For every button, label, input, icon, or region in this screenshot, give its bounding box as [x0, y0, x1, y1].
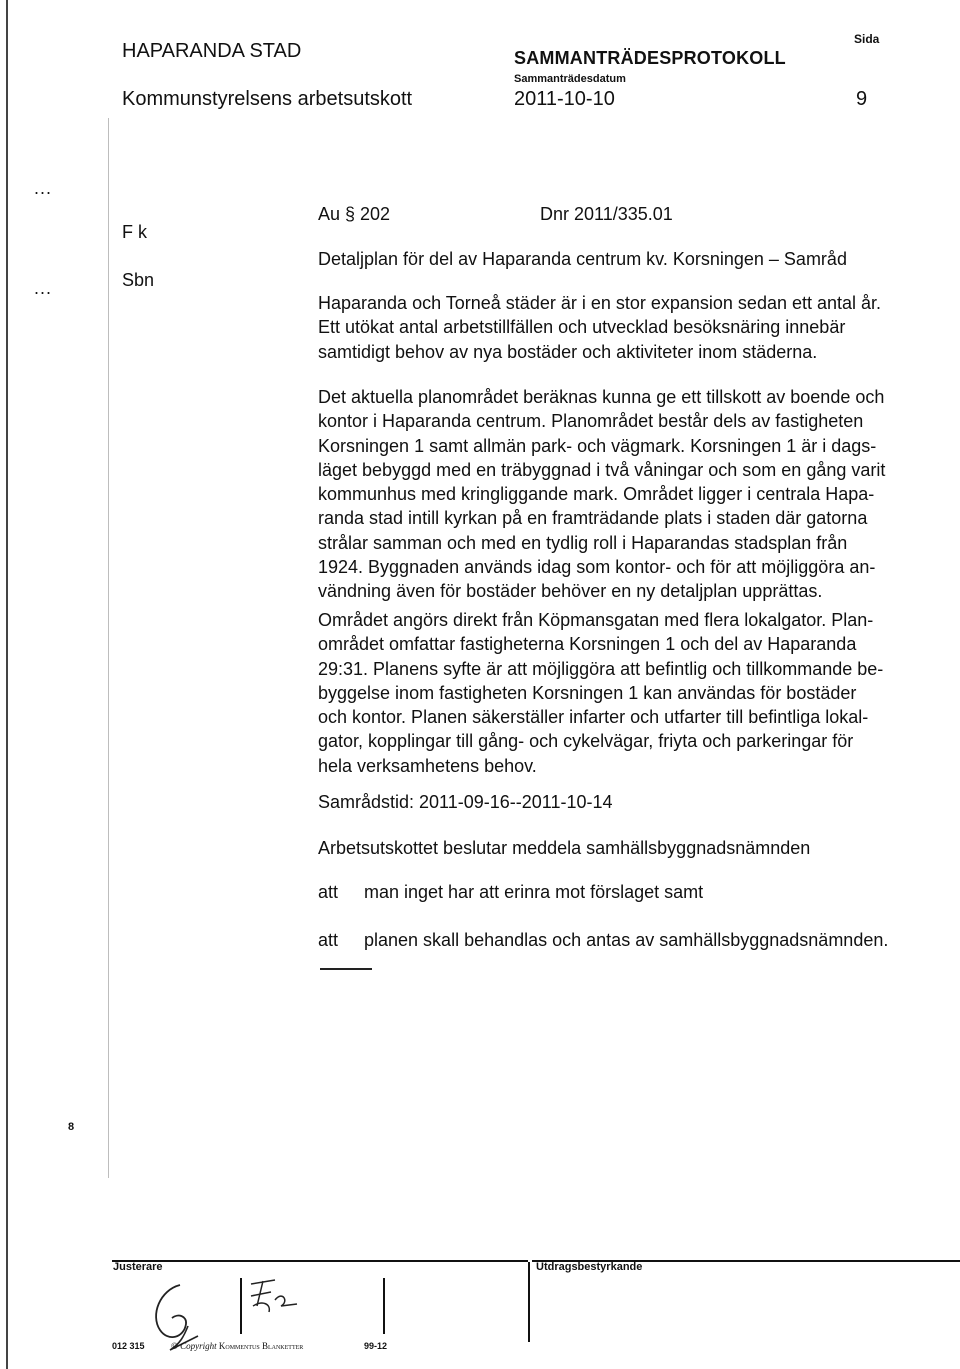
text-line: kontor i Haparanda centrum. Planområdet består dels av fastigheten — [318, 411, 864, 432]
copyright-word: Copyright — [180, 1341, 217, 1351]
margin-dots: ... — [34, 278, 53, 298]
paragraph-access-purpose — [318, 608, 928, 778]
left-margin-line — [6, 0, 8, 1369]
signature-divider — [240, 1278, 242, 1334]
form-code: 012 315 — [112, 1341, 145, 1351]
margin-dots: ... — [34, 178, 53, 198]
text-line: Det aktuella planområdet beräknas kunna ge ett tillskott av boende och — [318, 387, 885, 407]
side-mark: 8 — [68, 1121, 75, 1133]
text-line: läget bebyggd med en träbyggnad i två våningar och som en gång varit — [318, 459, 886, 480]
extract-certifier-label: Utdragsbestyrkande — [536, 1261, 643, 1273]
copyright-notice: © Copyright Kommentus Blanketter — [171, 1341, 304, 1351]
column-divider — [108, 118, 109, 1178]
form-version: 99-12 — [364, 1341, 388, 1351]
signature-2 — [245, 1276, 315, 1326]
signature-divider — [383, 1278, 385, 1334]
text-line: samtidigt behov av nya bostäder och aktiviteter inom städerna. — [318, 341, 818, 362]
text-line: området omfattar fastigheterna Korsningen 1 och del av Haparanda — [318, 634, 857, 655]
text-line: och kontor. Planen säkerställer infarter och utfarter till befintliga lokal- — [318, 707, 869, 728]
item-subject: Detaljplan för del av Haparanda centrum kv. Korsningen – Samråd — [318, 249, 847, 269]
text-line: strålar samman och med en tydlig roll i Haparandas stadsplan från — [318, 532, 848, 553]
page-number: 9 — [856, 88, 868, 110]
closing-rule — [320, 968, 372, 970]
text-line: Haparanda och Torneå städer är i en stor expansion sedan ett antal år. — [318, 293, 882, 313]
publisher-name: Kommentus Blanketter — [218, 1341, 304, 1351]
organization-name: HAPARANDA STAD — [122, 40, 302, 62]
diary-number: Dnr 2011/335.01 — [540, 204, 673, 224]
recipient-sbn: Sbn — [122, 270, 155, 290]
text-line: kommunhus med kringliggande mark. Området ligger i centrala Hapa- — [318, 484, 875, 505]
paragraph-plan-area — [318, 385, 928, 604]
meeting-date: 2011-10-10 — [514, 88, 615, 110]
paragraph-background — [318, 291, 928, 364]
decision-clause: man inget har att erinra mot förslaget samt — [364, 882, 704, 902]
text-line: randa stad intill kyrkan på en framträdande plats i staden där gatorna — [318, 508, 868, 529]
text-line: 1924. Byggnaden används idag som kontor- och för att möjliggöra an- — [318, 557, 876, 578]
meeting-date-label: Sammanträdesdatum — [514, 73, 626, 85]
text-line: gator, kopplingar till gång- och cykelvägar, friyta och parkeringar för — [318, 731, 854, 752]
text-line: hela verksamhetens behov. — [318, 755, 537, 776]
footer-divider — [528, 1262, 530, 1342]
text-line: vändning även för bostäder behöver en ny detaljplan upprättas. — [318, 581, 823, 602]
text-line: Området angörs direkt från Köpmansgatan med flera lokalgator. Plan- — [318, 610, 874, 630]
adjusters-label: Justerare — [113, 1261, 163, 1273]
page-label: Sida — [854, 32, 880, 46]
text-line: Ett utökat antal arbetstillfällen och utvecklad besöksnäring innebär — [318, 317, 846, 338]
consultation-period: Samrådstid: 2011-09-16--2011-10-14 — [318, 792, 613, 812]
decision-clause: planen skall behandlas och antas av samhällsbyggnadsnämnden. — [364, 930, 889, 950]
section-reference: Au § 202 — [318, 204, 391, 224]
att-keyword: att — [318, 882, 339, 902]
recipient-fk: F k — [122, 222, 147, 242]
text-line: byggelse inom fastigheten Korsningen 1 kan användas för bostäder — [318, 682, 857, 703]
text-line: Korsningen 1 samt allmän park- och vägmark. Korsningen 1 är i dags- — [318, 435, 877, 456]
committee-name: Kommunstyrelsens arbetsutskott — [122, 88, 413, 110]
decision-intro: Arbetsutskottet beslutar meddela samhällsbyggnadsnämnden — [318, 838, 811, 858]
att-keyword: att — [318, 930, 339, 950]
footer-rule — [112, 1260, 528, 1262]
text-line: 29:31. Planens syfte är att möjliggöra att befintlig och tillkommande be- — [318, 658, 884, 679]
document-type: SAMMANTRÄDESPROTOKOLL — [514, 48, 786, 68]
